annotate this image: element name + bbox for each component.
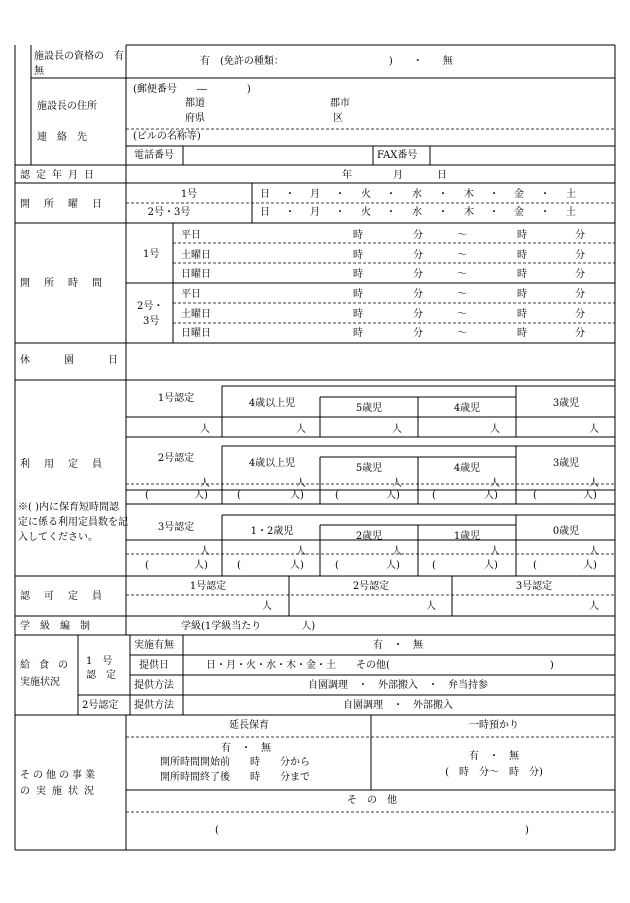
hours-part-3-0: 時 [353,289,363,300]
hours-part-4-0: 時 [353,309,363,320]
temporary-yn: 有 ・ 無 [469,751,519,762]
open-days-row-2: 2号・3号 [147,207,191,218]
hours-daytype-3: 平日 [181,289,201,300]
cap3-pc-3: 人) [484,560,498,571]
hours-daytype-2: 日曜日 [181,269,211,280]
cap2-unit-1: 人 [296,478,306,489]
cap-age1-3: 1歳児 [453,531,481,542]
others-heading: そ の 他 [347,795,397,806]
approved-unit-3: 人 [589,601,599,612]
day-1-0: 日 [260,207,270,218]
day-0-1: ・ [285,189,295,200]
hours-part-5-2: ～ [457,328,467,339]
cert-day: 日 [437,170,447,181]
meals-label-2: 実施状況 [20,677,60,688]
cap3-unit-0: 人 [200,546,210,557]
cap-age5-1: 5歳児 [355,403,383,414]
day-1-10: 金 [514,207,524,218]
cap2-unit-4: 人 [589,478,599,489]
hours-daytype-4: 土曜日 [181,309,211,320]
meals-item-4: 提供方法 [134,700,174,711]
day-0-10: 金 [514,189,524,200]
meals-group-1a: 1 号 [86,656,113,667]
day-0-6: 水 [412,189,422,200]
other-label-2: の実施状況 [20,786,100,797]
cap-group-1: 1号認定 [157,393,195,404]
temporary-care-heading: 一時預かり [469,720,519,731]
cap2-unit-2: 人 [392,478,402,489]
qualification-value: 有 (免許の種類： ) ・ 無 [200,56,453,67]
day-1-5: ・ [386,207,396,218]
day-1-9: ・ [489,207,499,218]
approved-unit-1: 人 [262,601,272,612]
day-0-0: 日 [260,189,270,200]
meals-value-4: 自園調理 ・ 外部搬入 [343,700,453,711]
cap2-po-0: ( [145,490,149,501]
hours-part-3-3: 時 [517,289,527,300]
cap-age12-3: 1・2歳児 [250,526,294,537]
fax-label: FAX番号 [377,150,418,161]
cap3-po-2: ( [335,560,339,571]
approved-capacity-label: 認可定員 [20,591,116,602]
cap3-po-0: ( [145,560,149,571]
address-label: 施設長の住所 [37,101,97,112]
cap2-unit-0: 人 [200,478,210,489]
open-days-row-1: 1号 [180,189,198,200]
hours-part-2-1: 分 [413,269,423,280]
day-0-5: ・ [386,189,396,200]
cap2-pc-2: 人) [386,490,400,501]
hours-part-3-4: 分 [575,289,585,300]
extended-before: 開所時間開始前 時 分から [160,757,310,768]
cap-age0-3: 0歳児 [552,526,580,537]
cap3-pc-4: 人) [583,560,597,571]
others-paren-close: ) [525,825,529,836]
day-1-1: ・ [285,207,295,218]
day-0-8: 木 [464,189,474,200]
extended-yn: 有 ・ 無 [221,743,271,754]
hours-part-3-1: 分 [413,289,423,300]
cap1-unit-2: 人 [392,424,402,435]
cap2-pc-1: 人) [290,490,304,501]
cap1-unit-0: 人 [200,424,210,435]
cap2-pc-3: 人) [484,490,498,501]
cap-group-2: 2号認定 [157,453,195,464]
cap-age2-3: 2歳児 [355,531,383,542]
capacity-label: 利用定員 [20,459,116,470]
hours-part-1-1: 分 [413,250,423,261]
hours-group-1: 1号 [143,249,160,260]
cap-age4-1: 4歳児 [453,403,481,414]
cap3-unit-4: 人 [589,546,599,557]
todofuken-1: 都道 [185,98,205,109]
others-paren-open: ( [215,825,219,836]
cap1-unit-3: 人 [490,424,500,435]
meals-value-1: 有 ・ 無 [373,640,423,651]
cert-year: 年 [342,170,352,181]
day-0-12: 土 [566,189,576,200]
hours-part-2-3: 時 [517,269,527,280]
cap2-pc-0: 人) [194,490,208,501]
hours-daytype-5: 日曜日 [181,328,211,339]
day-0-9: ・ [489,189,499,200]
building-name: (ビルの名称等) [133,131,201,142]
hours-part-4-3: 時 [517,309,527,320]
meals-item-1: 実施有無 [134,640,174,651]
open-hours-label: 開所時間 [20,278,116,289]
hours-group-2a: 2号・ [137,301,164,312]
approved-col-1: 1号認定 [189,581,227,592]
hours-part-0-3: 時 [517,230,527,241]
other-label-1: その他の事業 [20,770,98,781]
meals-group-2: 2号認定 [82,700,119,711]
postal-code: (郵便番号 ― ) [133,84,251,95]
hours-daytype-1: 土曜日 [181,250,211,261]
cert-month: 月 [393,170,403,181]
approved-unit-2: 人 [426,601,436,612]
temporary-time: ( 時 分～ 時 分) [445,767,543,778]
cap3-pc-2: 人) [386,560,400,571]
day-1-12: 土 [566,207,576,218]
cap1-unit-4: 人 [589,424,599,435]
meals-label-1: 給食の [20,660,77,671]
day-0-3: ・ [335,189,345,200]
capacity-note: ※( )内に保育短時間認定に係る利用定員数を記入してください。 [18,502,128,543]
cap3-unit-2: 人 [392,546,402,557]
hours-part-3-2: ～ [457,289,467,300]
cap-age3-2: 3歳児 [552,458,580,469]
cap3-pc-0: 人) [194,560,208,571]
hours-part-5-4: 分 [575,328,585,339]
hours-group-2b: 3号 [143,316,160,327]
qualification-label: 施設長の資格の 有 無 [34,51,134,77]
hours-part-0-1: 分 [413,230,423,241]
contact-label: 連 絡 先 [37,132,87,143]
hours-part-5-3: 時 [517,328,527,339]
day-1-7: ・ [438,207,448,218]
cap-age4-2: 4歳児 [453,463,481,474]
cap-over4-1: 4歳以上児 [248,398,296,409]
cap-over4-2: 4歳以上児 [248,458,296,469]
hours-part-4-1: 分 [413,309,423,320]
cap-age5-2: 5歳児 [355,463,383,474]
day-1-2: 月 [310,207,320,218]
open-days-label: 開所曜日 [20,199,116,210]
cap-group-3: 3号認定 [157,522,195,533]
classes-value: 学級(1学級当たり 人) [181,621,316,632]
cap2-po-4: ( [533,490,537,501]
meals-item-3: 提供方法 [134,680,174,691]
ku: 区 [333,113,343,124]
phone-label: 電話番号 [134,150,174,161]
approved-col-3: 3号認定 [515,581,553,592]
hours-part-2-0: 時 [353,269,363,280]
gun-shi: 郡市 [330,98,350,109]
hours-part-2-2: ～ [457,269,467,280]
cap3-po-4: ( [533,560,537,571]
hours-daytype-0: 平日 [181,230,201,241]
cap3-unit-1: 人 [296,546,306,557]
hours-part-0-4: 分 [575,230,585,241]
hours-part-5-1: 分 [413,328,423,339]
cap2-unit-3: 人 [490,478,500,489]
hours-part-0-2: ～ [457,230,467,241]
day-1-11: ・ [540,207,550,218]
todofuken-2: 府県 [185,113,205,124]
day-1-6: 水 [412,207,422,218]
hours-part-1-4: 分 [575,250,585,261]
hours-part-2-4: 分 [575,269,585,280]
cap2-po-3: ( [432,490,436,501]
cap3-po-3: ( [432,560,436,571]
extended-after: 開所時間終了後 時 分まで [160,772,310,783]
classes-label: 学級編制 [20,621,100,632]
day-0-11: ・ [540,189,550,200]
hours-part-4-4: 分 [575,309,585,320]
hours-part-1-3: 時 [517,250,527,261]
cap2-po-1: ( [237,490,241,501]
approved-col-2: 2号認定 [352,581,390,592]
hours-part-0-0: 時 [353,230,363,241]
certification-date-label: 認定年月日 [20,170,100,181]
day-1-3: ・ [335,207,345,218]
cap3-unit-3: 人 [490,546,500,557]
meals-value-3: 自園調理 ・ 外部搬入 ・ 弁当持参 [308,680,488,691]
hours-part-1-2: ～ [457,250,467,261]
cap-age3-1: 3歳児 [552,398,580,409]
holidays-label: 休 園 日 [20,355,130,366]
day-0-2: 月 [310,189,320,200]
cap3-po-1: ( [237,560,241,571]
extended-care-heading: 延長保育 [229,720,269,731]
cap3-pc-1: 人) [290,560,304,571]
hours-part-5-0: 時 [353,328,363,339]
meals-value-2: 日・月・火・水・木・金・土 その他( ) [206,660,554,671]
day-0-4: 火 [361,189,371,200]
meals-item-2: 提供日 [139,660,169,671]
day-1-4: 火 [361,207,371,218]
hours-part-4-2: ～ [457,309,467,320]
meals-group-1b: 認 定 [86,670,116,681]
hours-part-1-0: 時 [353,250,363,261]
cap1-unit-1: 人 [296,424,306,435]
day-0-7: ・ [438,189,448,200]
cap2-pc-4: 人) [583,490,597,501]
cap2-po-2: ( [335,490,339,501]
day-1-8: 木 [464,207,474,218]
